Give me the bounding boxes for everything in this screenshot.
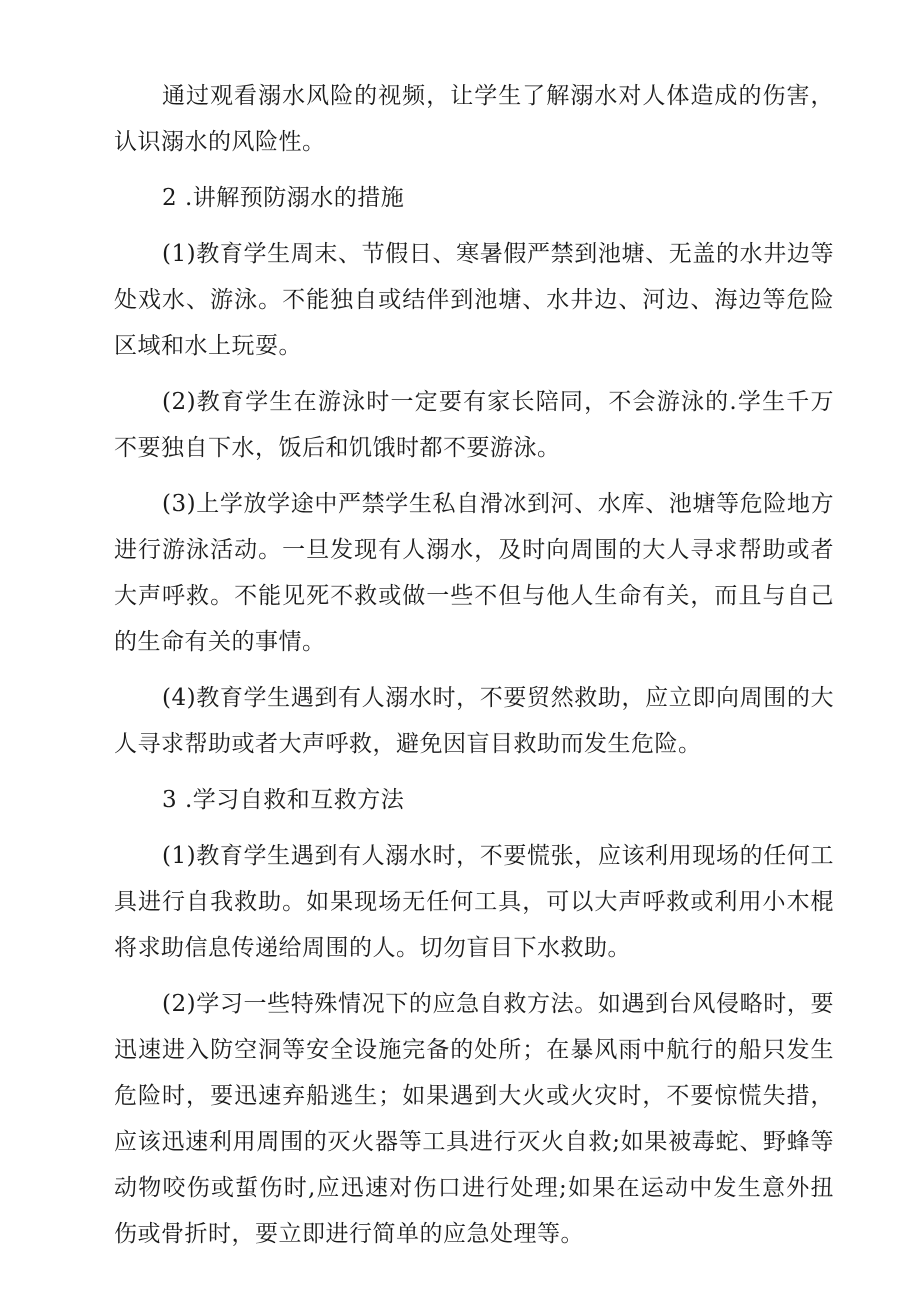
document-body (114, 73, 834, 1257)
section-3-heading: 3 .学习自救和互救方法 (162, 787, 405, 813)
section-3-item-2: (2)学习一些特殊情况下的应急自救方法。如遇到台风侵略时，要迅速进入防空洞等安全设施完备的处所；在暴风雨中航行的船只发生危险时，要迅速弃船逃生；如果遇到大火或火灾时，不要惊慌失措，应该迅速利用周围的灭火器等工具进行灭火自救;如果被毒蛇、野蜂等动物咬伤或蜇伤时,应迅速对伤口进行处理;如果在运动中发生意外扭伤或骨折时，要立即进行简单的应急处理等。 (114, 991, 834, 1247)
section-2-item-2: (2)教育学生在游泳时一定要有家长陪同，不会游泳的.学生千万不要独自下水，饭后和饥饿时都不要游泳。 (114, 389, 834, 461)
section-2-item-3: (3)上学放学途中严禁学生私自滑冰到河、水库、池塘等危险地方进行游泳活动。一旦发现有人溺水，及时向周围的大人寻求帮助或者大声呼救。不能见死不救或做一些不但与他人生命有关，而且与自己的生命有关的事情。 (114, 491, 834, 655)
section-2-item-1: (1)教育学生周末、节假日、寒暑假严禁到池塘、无盖的水井边等处戏水、游泳。不能独自或结伴到池塘、水井边、河边、海边等危险区域和水上玩耍。 (114, 241, 834, 359)
section-3-item-1: (1)教育学生遇到有人溺水时，不要慌张，应该利用现场的任何工具进行自我救助。如果现场无任何工具，可以大声呼救或利用小木棍将求助信息传递给周围的人。切勿盲目下水救助。 (114, 843, 834, 961)
intro-paragraph: 通过观看溺水风险的视频，让学生了解溺水对人体造成的伤害，认识溺水的风险性。 (114, 83, 834, 155)
section-2-item-4: (4)教育学生遇到有人溺水时，不要贸然救助，应立即向周围的大人寻求帮助或者大声呼救，避免因盲目救助而发生危险。 (114, 685, 834, 757)
section-2-heading: 2 .讲解预防溺水的措施 (162, 185, 405, 211)
